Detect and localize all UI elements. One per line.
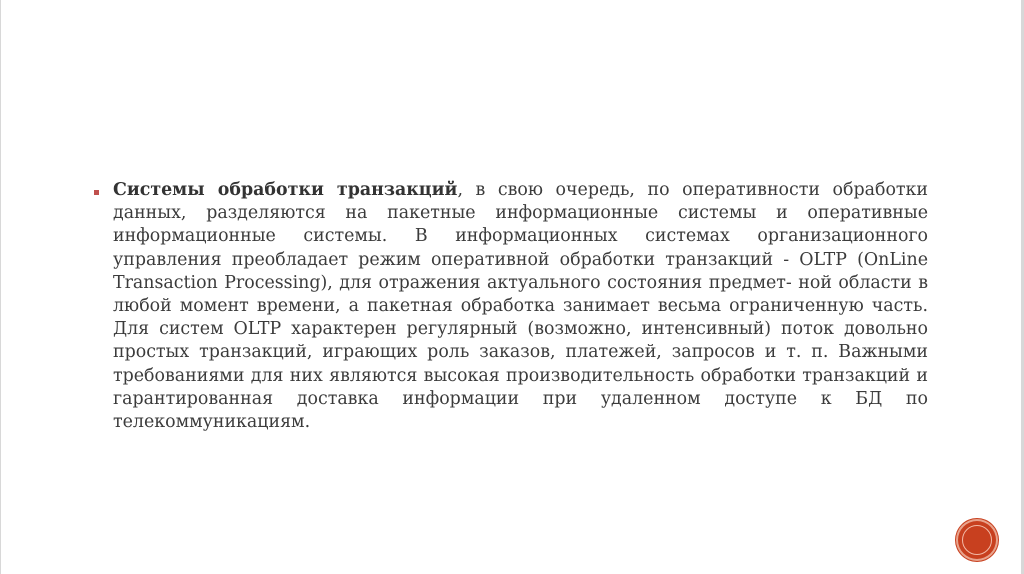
body-paragraph xyxy=(113,179,928,434)
circle-badge-inner-ring xyxy=(962,525,992,555)
paragraph-text: , в свою очередь, по оперативности обработки данных, разделяются на пакетные информационные системы и оперативные информационные системы. В информационных системах организационного управления преобладает режим оперативной обработки транзакций - OLTP (OnLine Transaction Processing), для отражения актуального состояния предмет- ной области в любой момент времени, а пакетная обработка занимает весьма ограниченную часть. Для систем OLTP характерен регулярный (возможно, интенсивный) поток довольно простых транзакций, играющих роль заказов, платежей, запросов и т. п. Важными требованиями для них являются высокая производительность обработки транзакций и гарантированная доставка информации при удаленном доступе к БД по телекоммуникациям. xyxy=(113,180,928,433)
paragraph-bold-lead: Системы обработки транзакций xyxy=(113,180,458,200)
circle-badge-icon xyxy=(958,521,996,559)
bullet-square-icon xyxy=(94,190,99,195)
slide-left-edge xyxy=(0,0,1,574)
slide-content xyxy=(94,179,928,434)
